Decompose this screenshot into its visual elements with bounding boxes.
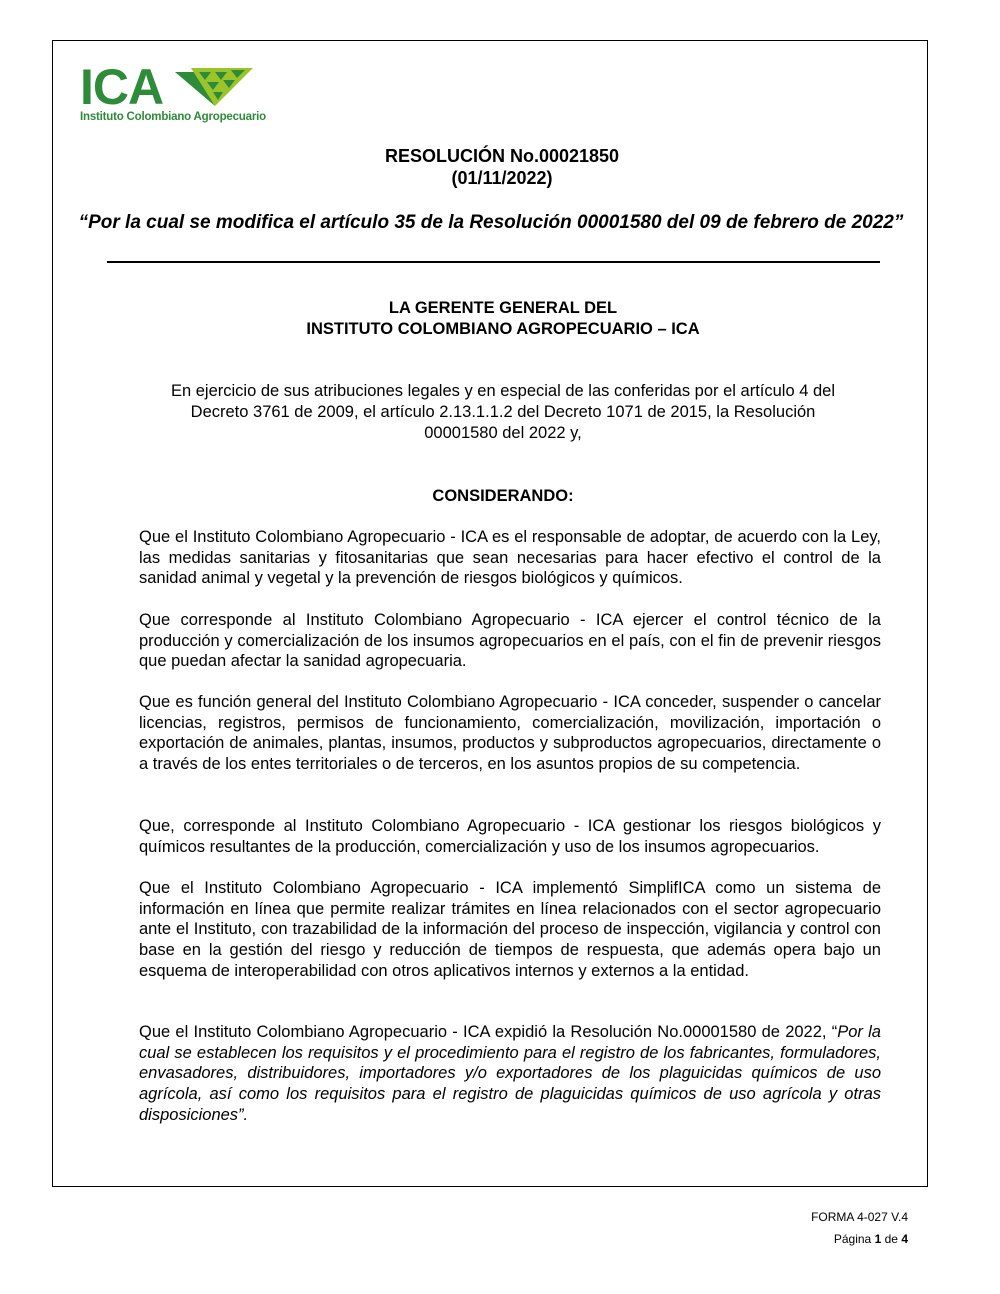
powers-line-1: En ejercicio de sus atribuciones legales y en especial de las conferidas por el artículo 4 del — [170, 382, 836, 400]
ica-leaf-icon — [175, 66, 255, 108]
authority-line-1: LA GERENTE GENERAL DEL — [388, 299, 618, 317]
resolution-subject: “Por la cual se modifica el artículo 35 de la Resolución 00001580 del 09 de febrero de 2022” — [78, 212, 904, 233]
powers-line-3: 00001580 del 2022 y, — [424, 424, 582, 442]
ica-logo — [80, 59, 266, 126]
form-code: FORMA 4-027 V.4 — [811, 1210, 908, 1224]
considering-paragraph-5: Que el Instituto Colombiano Agropecuario - ICA implementó SimplifICA como un sistema de información en línea que permite realizar trámites en línea relacionados con el sector agropecuario ante el Instituto, con trazabilidad de la información del proceso de inspección, vigilancia y control con base en la gestión del riesgo y reducción de tiempos de respuesta, que además opera bajo un esquema de interoperabilidad con otros aplicativos internos y externos a la entidad. — [139, 879, 881, 980]
page-counter — [834, 1232, 908, 1246]
considering-heading: CONSIDERANDO: — [432, 487, 574, 505]
powers-line-2: Decreto 3761 de 2009, el artículo 2.13.1.1.2 del Decreto 1071 de 2015, la Resolución — [190, 403, 816, 421]
resolution-date: (01/11/2022) — [451, 168, 553, 188]
authority-line-2: INSTITUTO COLOMBIANO AGROPECUARIO – ICA — [306, 320, 700, 338]
title-divider — [107, 261, 880, 263]
considering-paragraph-6 — [139, 1022, 881, 1126]
logo-letters: ICA — [80, 59, 164, 115]
resolution-title — [52, 145, 952, 189]
page-word: Página — [833, 1232, 872, 1246]
legal-powers — [100, 381, 906, 444]
considering-paragraph-1: Que el Instituto Colombiano Agropecuario - ICA es el responsable de adoptar, de acuerdo con la Ley, las medidas sanitarias y fitosanitarias que sean necesarias para hacer efectivo el control de la sanidad animal y vegetal y la prevención de riesgos biológicos y químicos. — [139, 528, 881, 588]
considering-paragraph-2: Que corresponde al Instituto Colombiano Agropecuario - ICA ejercer el control técnico de la producción y comercialización de los insumos agropecuarios en el país, con el fin de prevenir riesgos que puedan afectar la sanidad agropecuaria. — [139, 611, 881, 671]
paragraph-6-intro: Que el Instituto Colombiano Agropecuario - ICA expidió la Resolución No.00001580 de 2022, “ — [139, 1023, 838, 1041]
page-current: 1 — [874, 1232, 882, 1246]
issuing-authority — [100, 298, 906, 340]
considering-paragraph-3: Que es función general del Instituto Colombiano Agropecuario - ICA conceder, suspender o cancelar licencias, registros, permisos de funcionamiento, comercialización, movilización, importación o exportación de animales, plantas, insumos, productos y subproductos agropecuarios, directamente o a través de los entes territoriales o de terceros, en los asuntos propios de su competencia. — [139, 693, 881, 774]
considering-paragraph-4: Que, corresponde al Instituto Colombiano Agropecuario - ICA gestionar los riesgos biológicos y químicos resultantes de la producción, comercialización y uso de los insumos agropecuarios. — [139, 817, 881, 856]
logo-subtitle: Instituto Colombiano Agropecuario — [80, 111, 266, 123]
resolution-number: RESOLUCIÓN No.00021850 — [384, 146, 620, 166]
page-of: de — [884, 1232, 898, 1246]
page-total: 4 — [901, 1232, 908, 1246]
paragraph-6-quote: Por la cual se establecen los requisitos y el procedimiento para el registro de los fabricantes, formuladores, envasadores, distribuidores, importadores y/o exportadores de los plaguicidas químicos de uso agrícola, así como los requisitos para el registro de plaguicidas químicos de uso agrícola y otras disposiciones”. — [139, 1023, 881, 1124]
